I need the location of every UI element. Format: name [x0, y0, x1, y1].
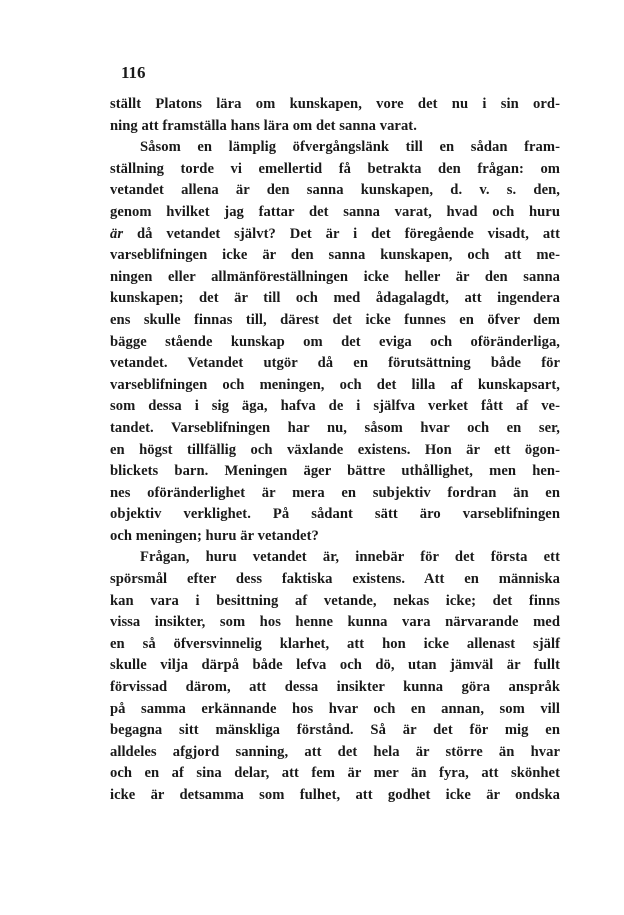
- text-line: förvissad därom, att dessa insikter kunna göra anspråk: [110, 679, 560, 696]
- text-line: kan vara i besittning af vetande, nekas icke; det finns: [110, 592, 560, 609]
- body-text: [110, 94, 560, 807]
- text-line: bägge stående kunskap om det eviga och oföränderliga,: [110, 333, 560, 350]
- text-line: spörsmål efter dess faktiska existens. Att en människa: [110, 571, 560, 588]
- text-line: ställt Platons lära om kunskapen, vore det nu i sin ord-: [110, 96, 560, 112]
- text-line: kunskapen; det är till och med ådagalagdt, att ingendera: [110, 290, 560, 307]
- text-line: vissa insikter, som hos henne kunna vara närvarande med: [110, 614, 560, 631]
- text-line: en högst tillfällig och växlande existens. Hon är ett ögon-: [110, 441, 560, 458]
- page-number: 116: [121, 63, 146, 82]
- italic-word: är: [110, 225, 124, 242]
- text-line: en så öfversvinnelig klarhet, att hon icke allenast själf: [110, 635, 560, 652]
- text-line: begagna sitt mänskliga förstånd. Så är det för mig en: [110, 722, 560, 739]
- text-line: genom hvilket jag fattar det sanna varat, hvad och huru: [110, 203, 560, 220]
- text-line: icke är detsamma som fulhet, att godhet icke är ondska: [110, 787, 560, 803]
- text-line: Frågan, huru vetandet är, innebär för det första ett: [140, 549, 560, 566]
- text-line: objektiv verklighet. På sådant sätt äro varseblifningen: [110, 506, 560, 523]
- text-line: nes oföränderlighet är mera en subjektiv fordran än en: [110, 484, 560, 501]
- text-line: vetandet. Vetandet utgör då en förutsättning både för: [110, 355, 560, 372]
- text-line: som dessa i sig äga, hafva de i själfva verket fått af ve-: [110, 398, 560, 415]
- text-line: varseblifningen icke är den sanna kunskapen, och att me-: [110, 247, 560, 264]
- text-line: varseblifningen och meningen, och det lilla af kunskapsart,: [110, 376, 560, 393]
- text-line: [110, 224, 560, 246]
- text-line: och en af sina delar, att fem är mer än fyra, att skönhet: [110, 765, 560, 782]
- text-line: tandet. Varseblifningen har nu, såsom hvar och en ser,: [110, 419, 560, 436]
- text-line: och meningen; huru är vetandet?: [110, 527, 319, 544]
- text-line-rest: då vetandet självt? Det är i det föregående visadt, att: [123, 225, 560, 242]
- text-line: ställning torde vi emellertid få betrakta den frågan: om: [110, 160, 560, 177]
- text-line: på samma erkännande hos hvar och en annan, som vill: [110, 700, 560, 717]
- text-line: ning att framställa hans lära om det sanna varat.: [110, 117, 417, 134]
- text-line: ningen eller allmänföreställningen icke heller är den sanna: [110, 268, 560, 285]
- text-line: vetandet allena är den sanna kunskapen, d. v. s. den,: [110, 182, 560, 199]
- text-line: skulle vilja därpå både lefva och dö, utan jämväl är fullt: [110, 657, 560, 674]
- text-line: ens skulle finnas till, därest det icke funnes en öfver dem: [110, 311, 560, 328]
- text-line: Såsom en lämplig öfvergångslänk till en sådan fram-: [140, 139, 560, 156]
- text-line: alldeles afgjord sanning, att det hela är större än hvar: [110, 743, 560, 760]
- text-line: blickets barn. Meningen äger bättre uthållighet, men hen-: [110, 463, 560, 480]
